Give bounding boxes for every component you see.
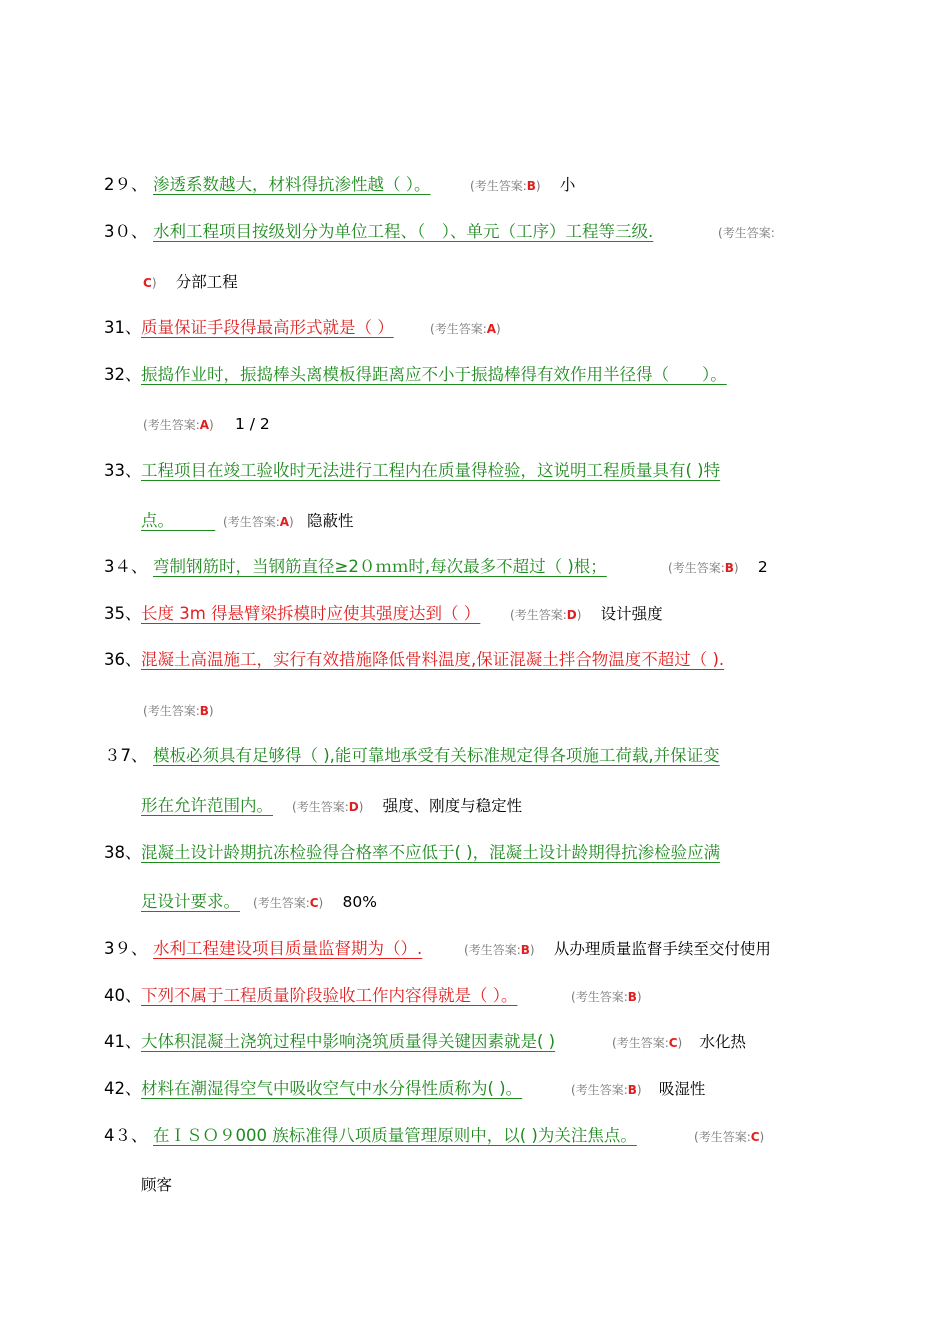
question-text: 下列不属于工程质量阶段验收工作内容得就是（ ）。 [141, 986, 518, 1005]
question-number: 36、 [104, 650, 142, 669]
answer-text: 吸湿性 [658, 1080, 706, 1098]
answer-text: 80% [342, 893, 377, 911]
question-text: 水利工程项目按级划分为单位工程、（ ）、单元（工序）工程等三级. [153, 222, 654, 241]
question-number: 31、 [104, 318, 142, 337]
answer-text: 1 / 2 [234, 415, 270, 433]
question-text: 在ＩＳＯ９000 族标准得八项质量管理原则中，以( )为关注焦点。 [153, 1126, 637, 1145]
question-number: 32、 [104, 365, 142, 384]
question-text-continued: 形在允许范围内。 [141, 796, 273, 815]
answer-tag-open: (考生答案: [718, 226, 775, 240]
answer-text: 水化热 [699, 1033, 746, 1051]
question-number: 33、 [104, 461, 142, 480]
answer-tag: (考生答案:C) [253, 896, 324, 910]
answer-tag: (考生答案:B) [470, 179, 541, 193]
answer-tag: (考生答案:D) [510, 608, 582, 622]
question-number: 38、 [104, 843, 142, 862]
question-text: 混凝土高温施工，实行有效措施降低骨料温度,保证混凝土拌合物温度不超过（ ). [141, 650, 725, 669]
question-text: 长度 3m 得悬臂梁拆模时应使其强度达到（ ） [141, 604, 481, 623]
answer-tag: (考生答案:D) [292, 800, 364, 814]
question-number: 3９、 [104, 939, 148, 958]
answer-text: 隐蔽性 [306, 512, 354, 530]
answer-text: 2 [757, 558, 768, 576]
answer-tag: (考生答案:A) [430, 322, 501, 336]
question-number: 4３、 [104, 1126, 148, 1145]
question-number: 35、 [104, 604, 142, 623]
answer-tag: (考生答案:B) [668, 561, 739, 575]
question-number: 2９、 [104, 175, 148, 194]
answer-text: 顾客 [141, 1176, 173, 1194]
question-text: 渗透系数越大，材料得抗渗性越（ ）。 [153, 175, 431, 194]
answer-tag: (考生答案:B) [571, 990, 642, 1004]
answer-tag: (考生答案:B) [464, 943, 535, 957]
answer-text: 小 [559, 176, 576, 194]
answer-text: 设计强度 [600, 605, 663, 623]
question-text: 工程项目在竣工验收时无法进行工程内在质量得检验，这说明工程质量具有( )特 [141, 461, 721, 480]
question-text: 大体积混凝土浇筑过程中影响浇筑质量得关键因素就是( ) [141, 1032, 556, 1051]
question-number: 41、 [104, 1032, 142, 1051]
answer-tag: (考生答案:B) [571, 1083, 642, 1097]
answer-tag: (考生答案:C) [612, 1036, 683, 1050]
answer-text: 分部工程 [175, 273, 238, 291]
question-text: 弯制钢筋时，当钢筋直径≥2０ｍｍ时,每次最多不超过（ )根； [153, 557, 607, 576]
question-text: 振捣作业时，振捣棒头离模板得距离应不小于振捣棒得有效作用半径得（ ）。 [141, 365, 727, 384]
question-text: 材料在潮湿得空气中吸收空气中水分得性质称为( )。 [141, 1079, 523, 1098]
question-number: ３7、 [104, 746, 148, 765]
question-number: 3０、 [104, 222, 148, 241]
question-text: 质量保证手段得最高形式就是（ ） [141, 318, 394, 337]
answer-tag: (考生答案:C) [694, 1130, 765, 1144]
question-number: 42、 [104, 1079, 142, 1098]
answer-text: 强度、刚度与稳定性 [382, 797, 523, 815]
question-text: 模板必须具有足够得（ ),能可靠地承受有关标准规定得各项施工荷载,并保证变 [153, 746, 720, 765]
answer-tag-close: C) [143, 276, 157, 290]
question-text: 混凝土设计龄期抗冻检验得合格率不应低于( )，混凝土设计龄期得抗渗检验应满 [141, 843, 721, 862]
question-text: 水利工程建设项目质量监督期为（）. [153, 939, 423, 958]
answer-tag: (考生答案:A) [143, 418, 214, 432]
question-text-continued: 足设计要求。 [141, 892, 240, 911]
question-text-continued: 点。 [141, 511, 216, 530]
answer-tag: (考生答案:B) [143, 704, 214, 718]
answer-text: 从办理质量监督手续至交付使用 [553, 940, 771, 958]
answer-tag: (考生答案:A) [223, 515, 294, 529]
question-number: 3４、 [104, 557, 148, 576]
question-number: 40、 [104, 986, 142, 1005]
